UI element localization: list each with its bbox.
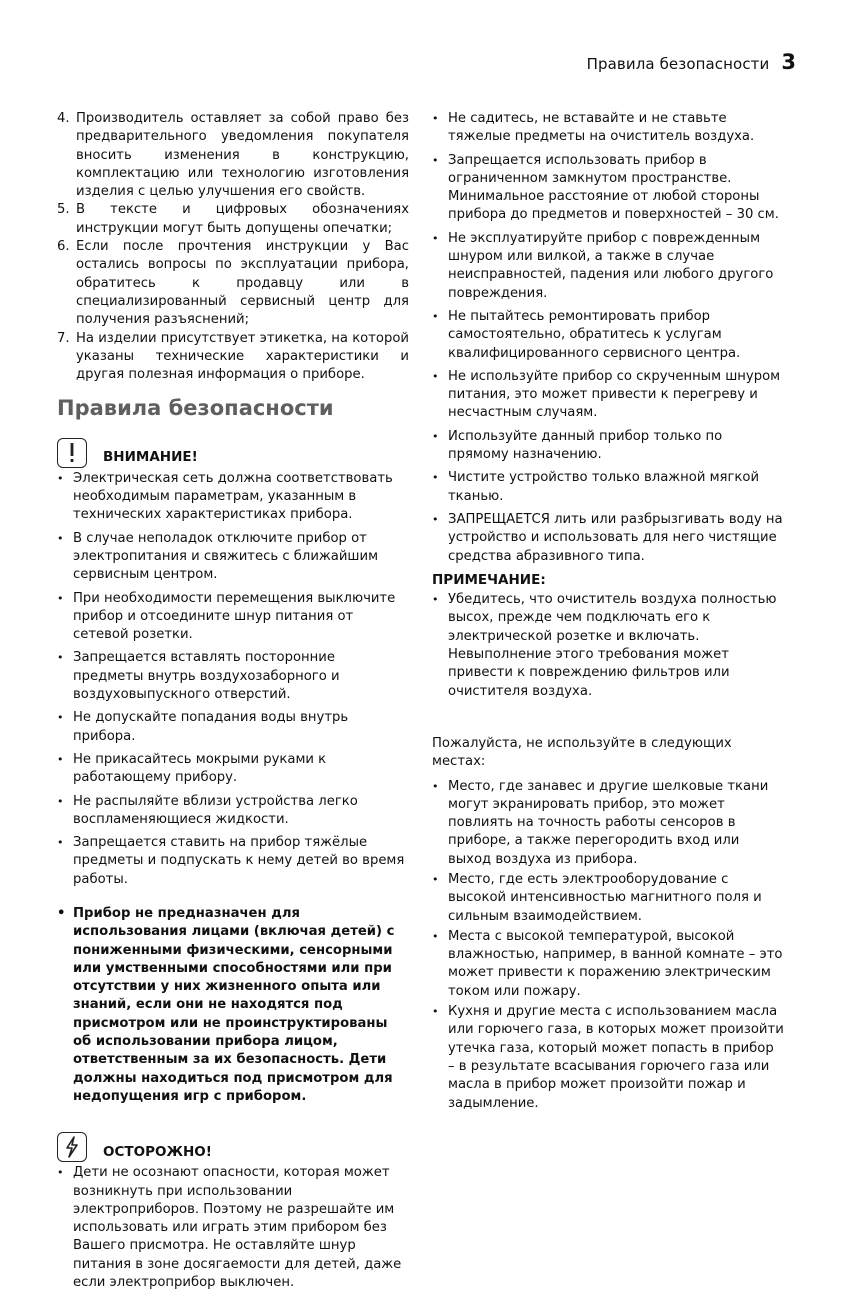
bullet: •: [432, 112, 439, 125]
page-header: [420, 50, 796, 76]
bullet: •: [432, 429, 439, 443]
attention-label: ВНИМАНИЕ!: [103, 449, 198, 466]
list-item: [57, 709, 409, 746]
item-text: Не допускайте попадания воды внутрь прибора.: [73, 710, 349, 744]
header-title: Правила безопасности: [586, 55, 770, 73]
item-text: Электрическая сеть должна соответствовать необходимым параметрам, указанным в технических характеристиках прибора.: [73, 470, 393, 523]
list-item: [57, 330, 409, 385]
item-text: Убедитесь, что очиститель воздуха полностью высох, прежде чем подключать его к электрической розетке и включать. Невыполнение этого требования может привести к повреждению фильтров или очистителя воздуха.: [448, 592, 777, 699]
bullet: •: [432, 929, 439, 943]
list-item: [57, 793, 409, 830]
list-item: [432, 469, 784, 506]
bullet: •: [432, 369, 439, 383]
item-text: На изделии присутствует этикетка, на которой указаны технические характеристики и другая полезная информация о приборе.: [76, 330, 409, 383]
list-item: [432, 778, 784, 869]
bullet: •: [432, 1005, 439, 1019]
item-text: Не прикасайтесь мокрыми руками к работающему прибору.: [73, 751, 327, 786]
bullet: •: [432, 872, 439, 886]
item-text: Не распыляйте вблизи устройства легко воспламеняющиеся жидкости.: [73, 793, 358, 827]
numbered-list: [57, 110, 409, 384]
list-item: [57, 751, 409, 788]
bullet: •: [57, 651, 64, 665]
bullet: •: [432, 512, 439, 526]
list-item: [57, 1164, 409, 1292]
item-text: В тексте и цифровых обозначениях инструкции могут быть допущены опечатки;: [76, 202, 409, 236]
list-item: [432, 110, 784, 147]
item-number: 6.: [57, 239, 70, 255]
item-text: Место, где занавес и другие шелковые ткани могут экранировать прибор, это может повлиять на точность работы сенсоров в приборе, а также перегородить вход или выход воздуха из прибора.: [448, 778, 769, 867]
item-text: Место, где есть электрооборудование с высокой интенсивностью магнитного поля и сильным взаимодействием.: [448, 871, 762, 924]
attention-header: [57, 434, 409, 468]
bold-notice: [57, 905, 409, 1106]
exclamation-icon: [57, 438, 87, 468]
safety-list: [432, 110, 784, 566]
item-number: 4.: [57, 111, 70, 126]
bullet: •: [57, 471, 64, 485]
bullet: •: [57, 531, 64, 545]
list-item: [432, 928, 784, 1001]
item-text: Запрещается ставить на прибор тяжёлые предметы и подпускать к нему детей во время работы.: [73, 835, 405, 887]
list-item: [57, 110, 409, 201]
item-text: Дети не осознают опасности, которая может возникнуть при использовании электроприборов. Поэтому не разрешайте им использовать или играть этим прибором без Вашего присмотра. Не оставляйте шнур питания в зоне досягаемости для детей, даже если электроприбор выключен.: [73, 1165, 402, 1291]
list-item: [432, 511, 784, 566]
list-item: [57, 530, 409, 585]
list-item: [432, 230, 784, 303]
bullet: •: [432, 593, 439, 607]
bullet: •: [57, 905, 66, 921]
attention-list: [57, 470, 409, 889]
item-text: Если после прочтения инструкции у Вас остались вопросы по эксплуатации прибора, обратитесь к продавцу или в специализированный сервисный центр для получения разъяснений;: [76, 239, 409, 328]
item-text: Места с высокой температурой, высокой влажностью, например, в ванной комнате – это может привести к поражению электрическим током или пожару.: [448, 928, 783, 999]
list-item: [57, 590, 409, 645]
list-item: [432, 1003, 784, 1113]
item-text: Кухня и другие места с использованием масла или горючего газа, в которых может произойти утечка газа, который может попасть в прибор – в результате всасывания горючего газа или масла в прибор может произойти пожар и задымление.: [448, 1004, 784, 1111]
bullet: •: [57, 711, 64, 725]
caution-header: [57, 1128, 409, 1162]
list-item: [432, 368, 784, 423]
item-text: Используйте данный прибор только по прямому назначению.: [448, 428, 723, 463]
bullet: •: [432, 309, 439, 323]
caution-list: [57, 1164, 409, 1292]
bullet: •: [57, 836, 64, 850]
places-list: [432, 778, 784, 1113]
item-text: При необходимости перемещения выключите прибор и отсоедините шнур питания от сетевой розетки.: [73, 590, 396, 643]
right-column: [432, 110, 784, 1115]
list-item: [432, 308, 784, 363]
caution-label: ОСТОРОЖНО!: [103, 1143, 212, 1160]
bullet: •: [57, 752, 64, 766]
item-text: Чистите устройство только влажной мягкой тканью.: [448, 470, 760, 504]
bold-notice-text: Прибор не предназначен для использования лицами (включая детей) с пониженными физическими, сенсорными или умственными способностями или при отсутствии у них жизненного опыта или знаний, если они не находятся под присмотром или не проинструктированы об использовании прибора лицом, ответственным за их безопасность. Дети должны находиться под присмотром для недопущения игр с прибором.: [73, 905, 395, 1104]
item-text: Не используйте прибор со скрученным шнуром питания, это может привести к перегреву и несчастным случаям.: [448, 368, 781, 421]
list-item: [432, 871, 784, 926]
item-text: Производитель оставляет за собой право без предварительного уведомления покупателя вносить изменения в конструкцию, комплектацию или технологию изготовления изделия с целью улучшения его свойств.: [76, 111, 409, 200]
item-text: Не эксплуатируйте прибор с поврежденным шнуром или вилкой, а также в случае неисправностей, падения или любого другого повреждения.: [448, 230, 774, 301]
list-item: [432, 428, 784, 465]
list-item: [57, 201, 409, 238]
places-intro: Пожалуйста, не используйте в следующих местах:: [432, 735, 732, 770]
item-text: Запрещается использовать прибор в ограниченном замкнутом пространстве. Минимальное расстояние от любой стороны прибора до предметов и поверхностей – 30 см.: [448, 152, 779, 223]
item-text: Не пытайтесь ремонтировать прибор самостоятельно, обратитесь к услугам квалифицированного сервисного центра.: [448, 308, 741, 361]
list-item: [57, 649, 409, 704]
bullet: •: [57, 794, 64, 808]
item-text: Запрещается вставлять посторонние предметы внутрь воздухозаборного и воздуховыпускного отверстий.: [73, 650, 340, 703]
bullet: •: [57, 1166, 64, 1180]
note-label: ПРИМЕЧАНИЕ:: [432, 571, 546, 588]
bullet: •: [57, 591, 64, 605]
item-number: 5.: [57, 202, 70, 218]
item-text: В случае неполадок отключите прибор от электропитания и свяжитесь с ближайшим сервисным центром.: [73, 530, 379, 583]
item-text: ЗАПРЕЩАЕТСЯ лить или разбрызгивать воду на устройство и использовать для него чистящие средства абразивного типа.: [448, 511, 783, 564]
item-text: Не садитесь, не вставайте и не ставьте тяжелые предметы на очиститель воздуха.: [448, 111, 755, 145]
list-item: [57, 470, 409, 525]
list-item: [432, 152, 784, 225]
item-number: 7.: [57, 330, 70, 346]
list-item: [57, 238, 409, 329]
list-item: [432, 591, 784, 701]
section-title: Правила безопасности: [57, 396, 334, 421]
bullet: •: [432, 471, 439, 485]
page-number: 3: [781, 50, 796, 74]
bullet: •: [432, 231, 439, 245]
list-item: [57, 834, 409, 889]
lightning-icon: [57, 1132, 87, 1162]
bullet: •: [432, 779, 439, 793]
bullet: •: [432, 153, 439, 167]
note-list: [432, 591, 784, 701]
left-column: [57, 110, 409, 1297]
